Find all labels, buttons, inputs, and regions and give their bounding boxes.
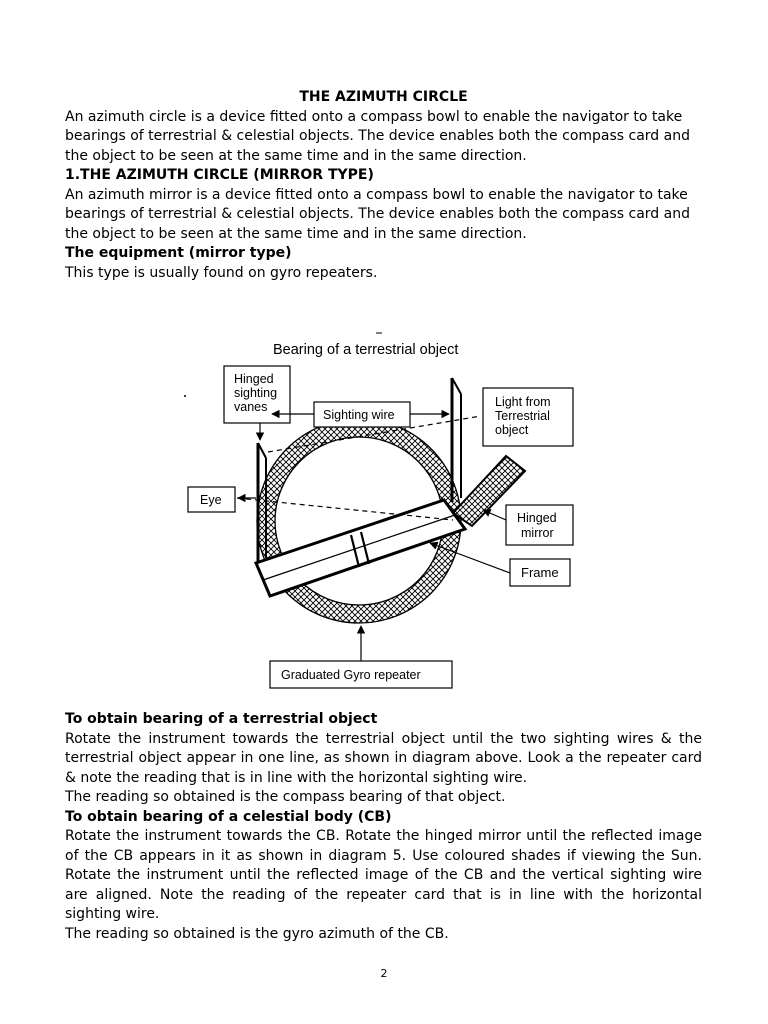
- svg-text:Terrestrial: Terrestrial: [495, 409, 550, 423]
- svg-text:object: object: [495, 423, 529, 437]
- label-hinged-mirror: [483, 505, 573, 545]
- page-number: 2: [380, 967, 388, 980]
- terrestrial-paragraph: Rotate the instrument towards the terrestrial object until the two sighting wires & the terrestrial object appear in one line, as shown in diagram above. Look a the repeater card & note the reading that is in line with the horizontal sighting wire.: [65, 730, 702, 786]
- label-hinged-sighting-vanes: [224, 366, 290, 440]
- diagram-title: Bearing of a terrestrial object: [273, 342, 459, 358]
- svg-text:Graduated Gyro repeater: Graduated Gyro repeater: [281, 668, 421, 682]
- celestial-result: The reading so obtained is the gyro azimuth of the CB.: [65, 925, 449, 942]
- celestial-paragraph: Rotate the instrument towards the CB. Rotate the hinged mirror until the reflected image of the CB appears in it as shown in diagram 5. Use coloured shades if viewing the Sun. Rotate the instrument until the reflected image of the CB and the vertical sighting wire are aligned. Note the reading of the repeater card that is in line with the horizontal sighting wire.: [65, 828, 702, 922]
- svg-text:vanes: vanes: [234, 400, 268, 414]
- svg-text:Eye: Eye: [200, 493, 222, 507]
- celestial-heading: To obtain bearing of a celestial body (CB): [65, 808, 392, 825]
- section1-paragraph: An azimuth mirror is a device fitted onto a compass bowl to enable the navigator to take bearings of terrestrial & celestial objects. The device enables both the compass card and the object to be seen at the same time and in the same direction.: [65, 186, 690, 242]
- svg-text:Hinged: Hinged: [517, 511, 557, 525]
- svg-text:sighting: sighting: [234, 386, 278, 400]
- procedure-section: [65, 710, 702, 944]
- svg-text:Hinged: Hinged: [234, 372, 274, 386]
- terrestrial-heading: To obtain bearing of a terrestrial object: [65, 711, 378, 727]
- intro-paragraph: An azimuth circle is a device fitted onto a compass bowl to enable the navigator to take bearings of terrestrial & celestial objects. The device enables both the compass card and the object to be seen at the same time and in the same direction.: [65, 108, 690, 164]
- far-sighting-vane: [452, 378, 461, 502]
- label-eye: [188, 487, 256, 512]
- terrestrial-result: The reading so obtained is the compass bearing of that object.: [65, 789, 506, 805]
- page-title: THE AZIMUTH CIRCLE: [299, 89, 468, 105]
- svg-text:Frame: Frame: [521, 565, 559, 580]
- svg-text:Sighting wire: Sighting wire: [323, 408, 395, 422]
- document-body: [65, 88, 702, 283]
- svg-text:Light from: Light from: [495, 395, 551, 409]
- azimuth-mirror-diagram: [148, 330, 618, 698]
- equipment-heading: The equipment (mirror type): [65, 245, 292, 261]
- equipment-paragraph: This type is usually found on gyro repeaters.: [65, 264, 378, 281]
- label-gyro-repeater: [270, 626, 452, 688]
- svg-text:mirror: mirror: [521, 526, 554, 540]
- section1-heading: 1.THE AZIMUTH CIRCLE (MIRROR TYPE): [65, 167, 374, 183]
- label-light-from-object: [483, 388, 573, 446]
- label-sighting-wire: [272, 402, 449, 427]
